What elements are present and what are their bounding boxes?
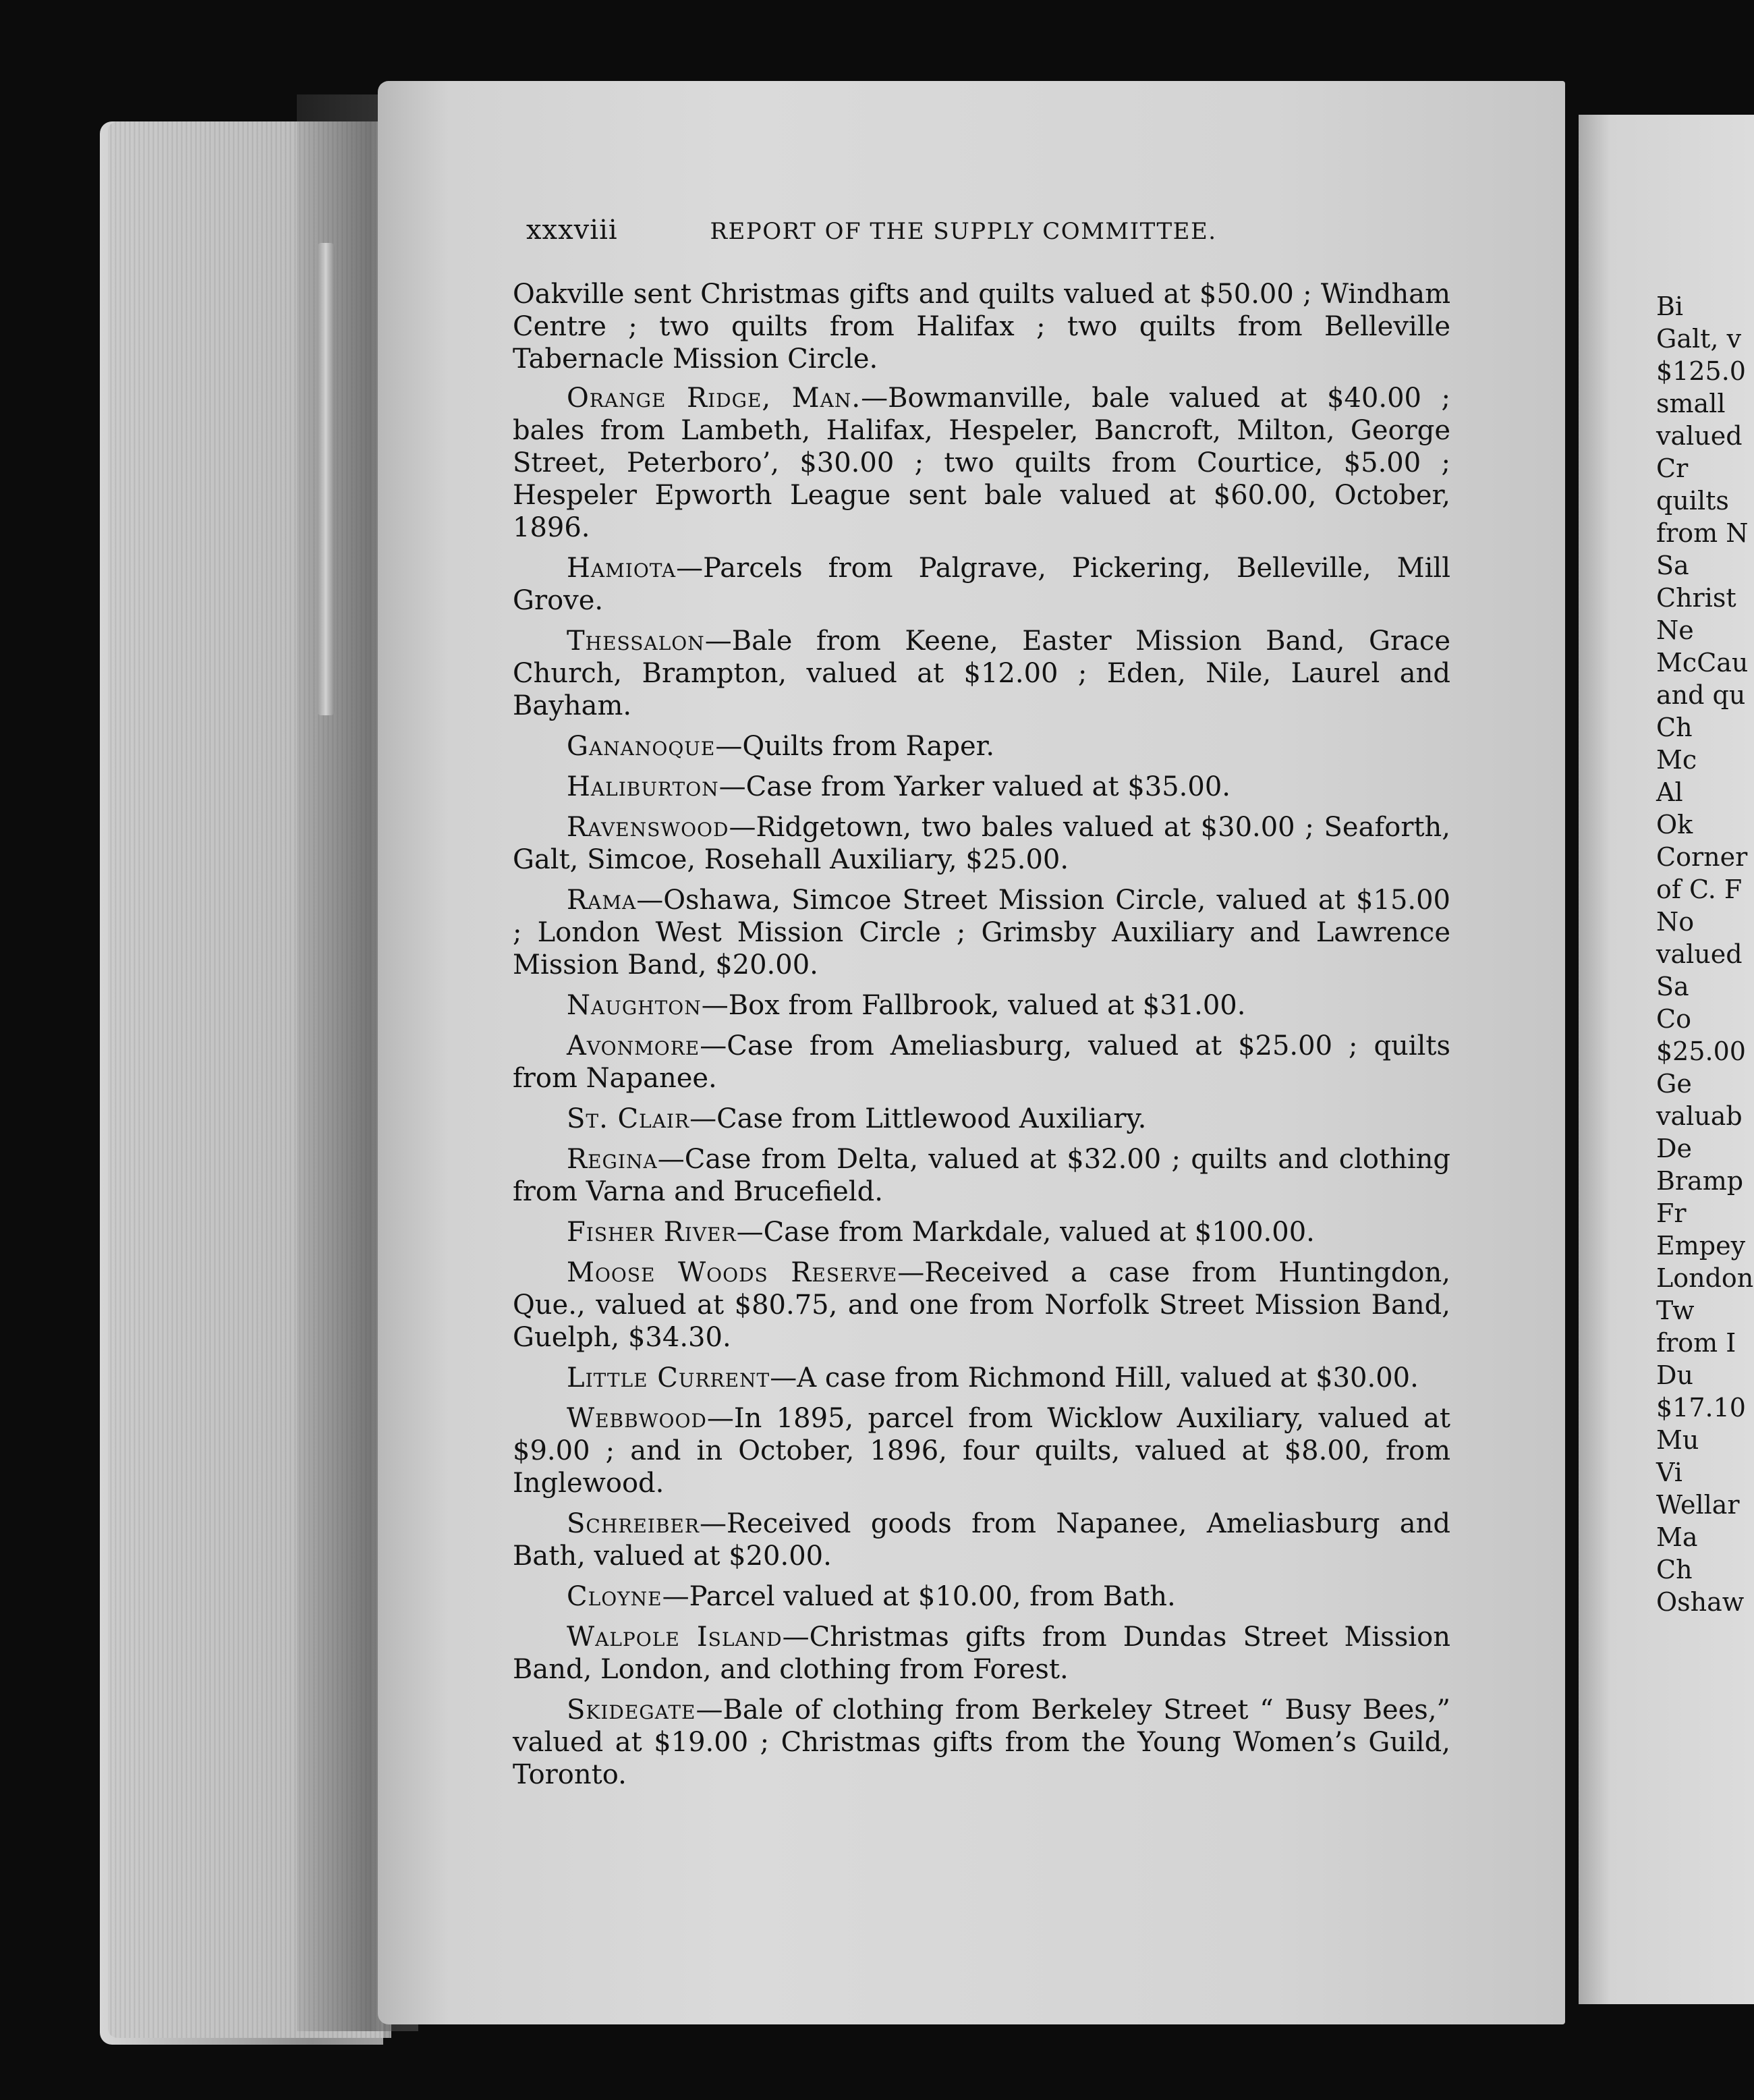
right-page-fragment: Mu [1656, 1425, 1699, 1455]
entry-text: —Received goods from Napanee, Ameliasburg and Bath, valued at $20.00. [513, 1508, 1450, 1572]
entry-place: Gananoque [567, 731, 716, 762]
right-page-fragment: No [1656, 907, 1695, 937]
right-page-fragment: Ge [1656, 1069, 1692, 1099]
entry-paragraph [513, 1256, 1450, 1354]
entry-text: —In 1895, parcel from Wicklow Auxiliary, valued at $9.00 ; and in October, 1896, four quilts, valued at $8.00, from Inglewood. [513, 1403, 1450, 1499]
entry-text: —Parcel valued at $10.00, from Bath. [662, 1581, 1176, 1612]
spine-mark [317, 243, 335, 715]
right-page-fragment: Tw [1656, 1296, 1695, 1325]
right-page-fragment: Ok [1656, 810, 1693, 839]
entry-paragraph [513, 1103, 1450, 1135]
entry-text: —Ridgetown, two bales valued at $30.00 ; Seaforth, Galt, Simcoe, Rosehall Auxiliary, $25.00. [513, 812, 1450, 875]
entry-paragraph [513, 1216, 1450, 1248]
entry-text: —Christmas gifts from Dundas Street Mission Band, London, and clothing from Forest. [513, 1622, 1450, 1685]
entry-text: —Parcels from Palgrave, Pickering, Belleville, Mill Grove. [513, 553, 1450, 616]
entry-paragraph [513, 811, 1450, 876]
entry-place: Fisher River [567, 1217, 737, 1248]
entry-place: Thessalon [567, 626, 705, 657]
entry-place: Orange Ridge, Man. [567, 383, 861, 414]
right-page-fragment: Sa [1656, 972, 1689, 1001]
entries-list [513, 382, 1450, 1791]
entry-paragraph [513, 1621, 1450, 1686]
entry-place: Schreiber [567, 1508, 700, 1539]
entry-paragraph [513, 730, 1450, 763]
body-text [513, 278, 1450, 1799]
right-page-fragment: Wellar [1656, 1490, 1740, 1520]
right-page-fragment: and qu [1656, 680, 1746, 710]
right-page-fragment: valued [1656, 421, 1743, 451]
right-page-fragment: Ma [1656, 1522, 1698, 1552]
right-page-fragment: Bramp [1656, 1166, 1744, 1196]
right-page-fragment: Empey [1656, 1231, 1746, 1261]
right-page-fragment: of C. F [1656, 875, 1743, 904]
entry-place: Webbwood [567, 1403, 707, 1434]
entry-text: —Case from Ameliasburg, valued at $25.00 ; quilts from Napanee. [513, 1030, 1450, 1094]
right-page-fragment: Oshaw [1656, 1587, 1745, 1617]
entry-text: —Received a case from Huntingdon, Que., valued at $80.75, and one from Norfolk Street Mission Band, Guelph, $34.30. [513, 1257, 1450, 1353]
entry-paragraph [513, 382, 1450, 544]
right-page-fragment: McCau [1656, 648, 1749, 678]
entry-text: —Case from Delta, valued at $32.00 ; quilts and clothing from Varna and Brucefield. [513, 1144, 1450, 1207]
right-page-fragment: $25.00 [1656, 1037, 1746, 1066]
entry-paragraph [513, 1694, 1450, 1791]
entry-paragraph [513, 1508, 1450, 1572]
right-page-fragment: London [1656, 1263, 1754, 1293]
entry-place: St. Clair [567, 1103, 690, 1134]
entry-place: Skidegate [567, 1694, 696, 1725]
right-page-fragment: Ch [1656, 1555, 1693, 1584]
entry-text: —Bale of clothing from Berkeley Street “ Busy Bees,” valued at $19.00 ; Christmas gifts from the Young Women’s Guild, Toronto. [513, 1694, 1450, 1790]
entry-place: Cloyne [567, 1581, 662, 1612]
right-page-fragment: Ne [1656, 615, 1694, 645]
entry-text: —Box from Fallbrook, valued at $31.00. [701, 990, 1246, 1021]
entry-place: Moose Woods Reserve [567, 1257, 898, 1288]
right-page-fragment: Sa [1656, 551, 1689, 580]
entry-paragraph [513, 1030, 1450, 1095]
entry-paragraph [513, 1580, 1450, 1613]
entry-paragraph [513, 884, 1450, 981]
running-title: REPORT OF THE SUPPLY COMMITTEE. [710, 218, 1217, 245]
entry-place: Regina [567, 1144, 658, 1175]
entry-paragraph [513, 552, 1450, 617]
entry-place: Walpole Island [567, 1622, 783, 1653]
right-page-fragment: valuab [1656, 1101, 1743, 1131]
entry-paragraph [513, 625, 1450, 722]
right-page-fragment: small [1656, 389, 1726, 418]
right-page-fragment: valued [1656, 939, 1743, 969]
right-page-fragment: De [1656, 1134, 1692, 1163]
entry-paragraph [513, 989, 1450, 1022]
right-page-fragment: from N [1656, 518, 1749, 548]
right-page-fragment: $125.0 [1656, 356, 1746, 386]
right-page-fragment: Corner [1656, 842, 1748, 872]
right-page-fragment: Cr [1656, 453, 1689, 483]
right-page-fragment: from I [1656, 1328, 1736, 1358]
entry-place: Hamiota [567, 553, 677, 584]
entry-text: —Bale from Keene, Easter Mission Band, Grace Church, Brampton, valued at $12.00 ; Eden, Nile, Laurel and Bayham. [513, 626, 1450, 721]
entry-text: —A case from Richmond Hill, valued at $30.00. [770, 1362, 1419, 1393]
right-page-fragment: Bi [1656, 292, 1684, 321]
page-header [526, 215, 1268, 246]
right-page-fragment: Christ [1656, 583, 1736, 613]
right-page-fragment: Du [1656, 1360, 1693, 1390]
right-page-fragment: Co [1656, 1004, 1691, 1034]
right-page-fragment: Fr [1656, 1198, 1687, 1228]
right-page-fragment: Vi [1656, 1458, 1682, 1487]
entry-text: —Case from Littlewood Auxiliary. [689, 1103, 1147, 1134]
entry-text: —Bowmanville, bale valued at $40.00 ; bales from Lambeth, Halifax, Hespeler, Bancroft, Milton, George Street, Peterboro’, $30.00 ; two quilts from Courtice, $5.00 ; Hespeler Epworth League sent bale valued at $60.00, October, 1896. [513, 383, 1451, 543]
entry-place: Little Current [567, 1362, 770, 1393]
entry-place: Ravenswood [567, 812, 729, 843]
intro-paragraph: Oakville sent Christmas gifts and quilts valued at $50.00 ; Windham Centre ; two quilts from Halifax ; two quilts from Belleville Tabernacle Mission Circle. [513, 279, 1450, 375]
right-page-fragment: quilts [1656, 486, 1729, 516]
right-page-fragment: Galt, v [1656, 324, 1742, 354]
entry-text: —Oshawa, Simcoe Street Mission Circle, valued at $15.00 ; London West Mission Circle ; Grimsby Auxiliary and Lawrence Mission Band, $20.00. [513, 885, 1450, 980]
entry-paragraph [513, 1362, 1450, 1394]
entry-text: —Case from Markdale, valued at $100.00. [736, 1217, 1315, 1248]
right-page-fragment: Al [1656, 777, 1683, 807]
right-page-text [1656, 290, 1754, 1618]
entry-place: Rama [567, 885, 637, 916]
right-page-fragment: $17.10 [1656, 1393, 1746, 1422]
entry-place: Naughton [567, 990, 702, 1021]
right-page-fragment: Mc [1656, 745, 1697, 775]
entry-place: Haliburton [567, 771, 719, 802]
entry-paragraph [513, 1402, 1450, 1499]
entry-text: —Case from Yarker valued at $35.00. [718, 771, 1230, 802]
entry-paragraph [513, 771, 1450, 803]
entry-paragraph [513, 1143, 1450, 1208]
entry-place: Avonmore [567, 1030, 700, 1061]
page-number: xxxviii [526, 215, 618, 246]
entry-text: —Quilts from Raper. [715, 731, 995, 762]
right-page-fragment: Ch [1656, 713, 1693, 742]
